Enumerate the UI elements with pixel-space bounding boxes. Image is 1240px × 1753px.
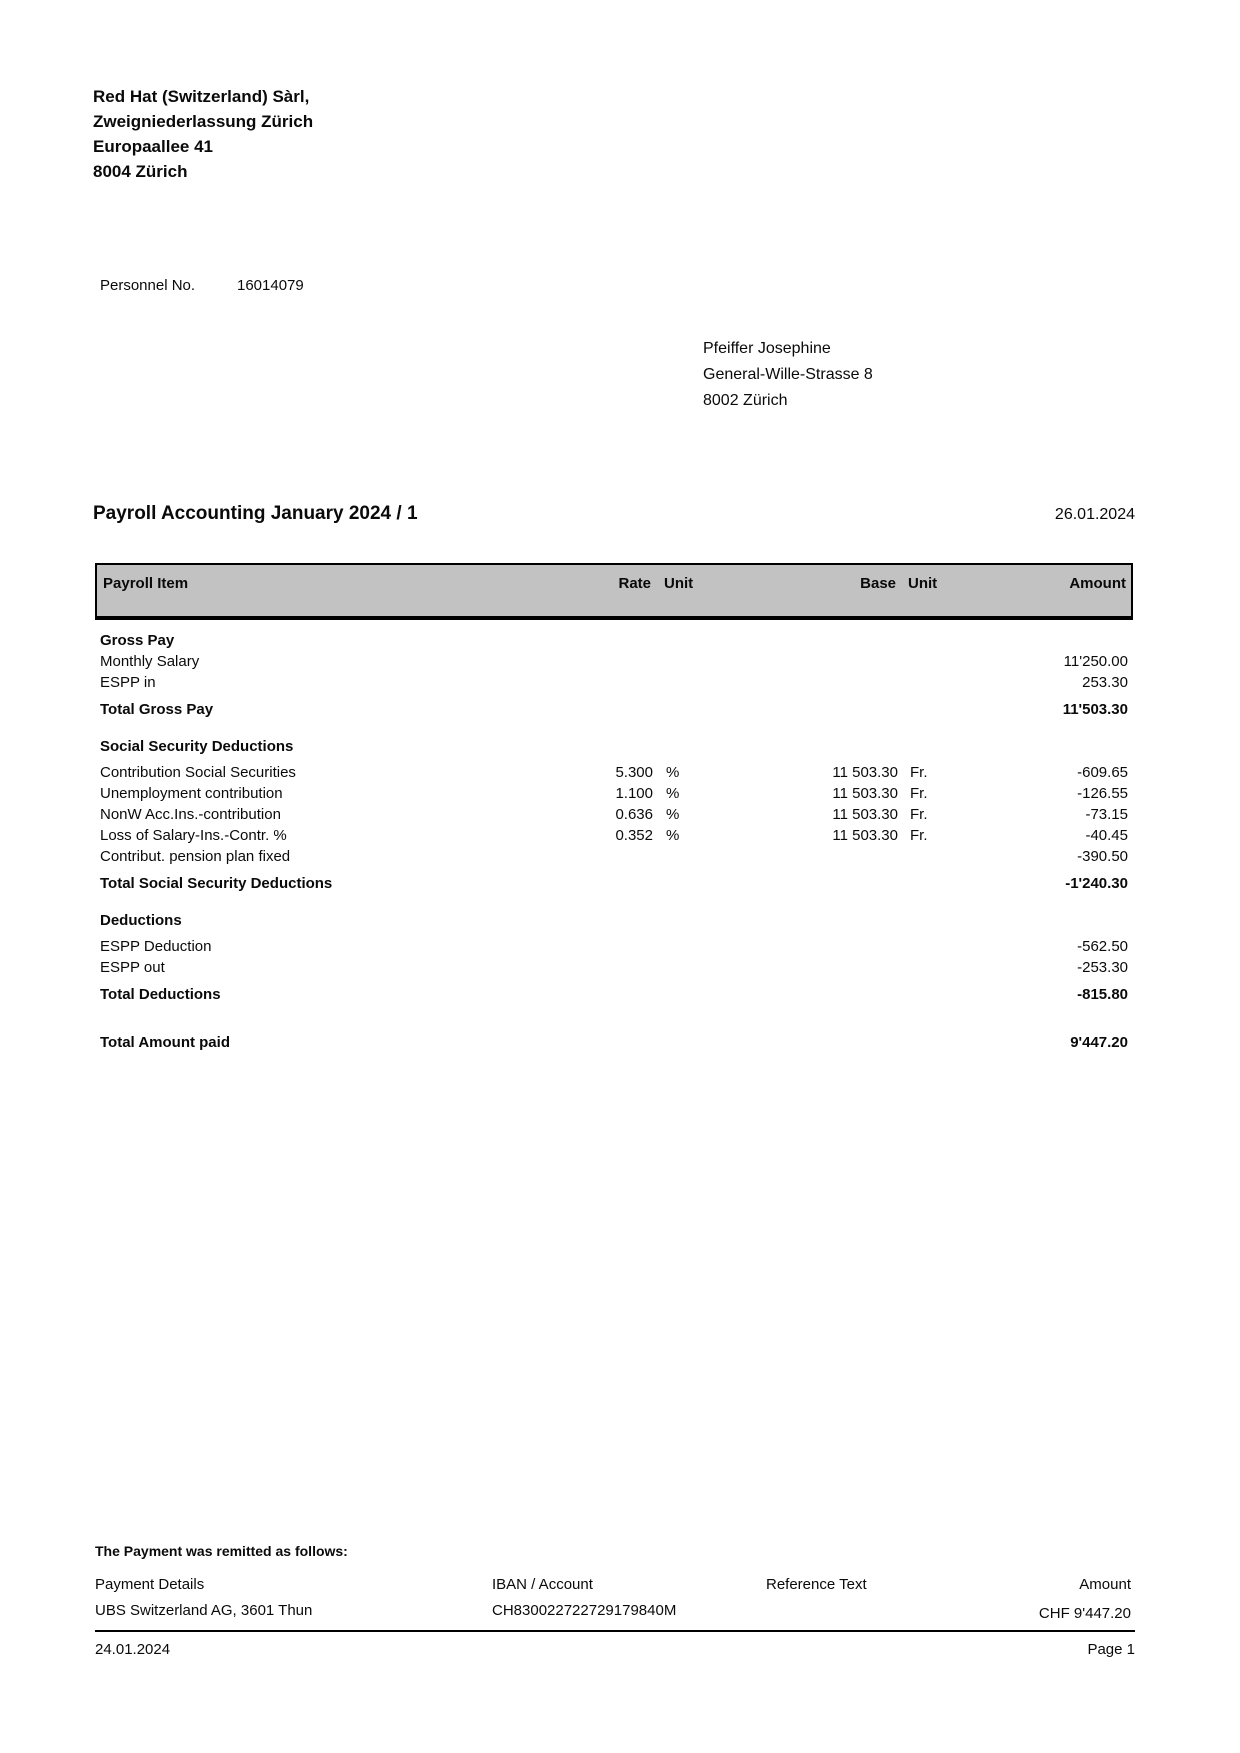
total-amount: -1'240.30 bbox=[1065, 875, 1128, 892]
item-label: Loss of Salary-Ins.-Contr. % bbox=[100, 827, 287, 844]
item-base-unit: Fr. bbox=[910, 785, 928, 802]
item-base-unit: Fr. bbox=[910, 827, 928, 844]
footer-date: 24.01.2024 bbox=[95, 1641, 171, 1658]
table-row bbox=[100, 651, 1128, 672]
col-header-payment-details: Payment Details bbox=[95, 1576, 205, 1593]
table-row bbox=[100, 957, 1128, 978]
total-label: Total Gross Pay bbox=[100, 701, 214, 718]
table-total-row bbox=[100, 984, 1128, 1005]
personnel-number-label: Personnel No. bbox=[100, 277, 196, 294]
item-rate: 1.100 bbox=[615, 785, 653, 802]
table-row bbox=[100, 825, 1128, 846]
employee-name: Pfeiffer Josephine bbox=[703, 340, 831, 357]
section-label: Gross Pay bbox=[100, 632, 175, 649]
item-amount: -73.15 bbox=[1085, 806, 1128, 823]
total-amount: 11'503.30 bbox=[1062, 701, 1128, 718]
payment-heading: The Payment was remitted as follows: bbox=[95, 1543, 348, 1559]
item-label: ESPP out bbox=[100, 959, 165, 976]
personnel-number-row bbox=[100, 277, 304, 294]
company-address-line: Europaallee 41 bbox=[93, 137, 214, 156]
title-row bbox=[93, 503, 1135, 525]
payment-row bbox=[95, 1602, 1135, 1622]
total-label: Total Social Security Deductions bbox=[100, 875, 333, 892]
item-base-unit: Fr. bbox=[910, 764, 928, 781]
company-address bbox=[93, 84, 313, 184]
payment-remittance-section bbox=[95, 1543, 1135, 1622]
table-total-row bbox=[100, 873, 1128, 894]
item-rate-unit: % bbox=[666, 764, 680, 781]
company-address-line: Red Hat (Switzerland) Sàrl, bbox=[93, 87, 310, 106]
item-amount: -562.50 bbox=[1077, 938, 1128, 955]
page-title: Payroll Accounting January 2024 / 1 bbox=[93, 503, 418, 524]
table-body bbox=[95, 630, 1133, 1053]
item-amount: -390.50 bbox=[1077, 848, 1128, 865]
spacer bbox=[100, 720, 1128, 736]
section-label: Deductions bbox=[100, 912, 182, 929]
payment-header-row bbox=[95, 1576, 1135, 1593]
table-section-row bbox=[100, 630, 1128, 651]
col-header-rate-unit: Unit bbox=[664, 575, 694, 592]
company-address-line: 8004 Zürich bbox=[93, 162, 188, 181]
item-rate-unit: % bbox=[666, 785, 680, 802]
table-row bbox=[100, 672, 1128, 693]
item-amount: -253.30 bbox=[1077, 959, 1128, 976]
payment-bank-details: UBS Switzerland AG, 3601 Thun bbox=[95, 1602, 313, 1619]
col-header-reference-text: Reference Text bbox=[766, 1576, 867, 1593]
total-label: Total Amount paid bbox=[100, 1034, 230, 1051]
item-label: ESPP in bbox=[100, 674, 156, 691]
total-label: Total Deductions bbox=[100, 986, 221, 1003]
employee-street: General-Wille-Strasse 8 bbox=[703, 366, 873, 383]
table-section-row bbox=[100, 910, 1128, 931]
table-row bbox=[100, 846, 1128, 867]
item-amount: 253.30 bbox=[1082, 674, 1128, 691]
item-rate-unit: % bbox=[666, 806, 680, 823]
col-header-payment-amount: Amount bbox=[1079, 1576, 1131, 1593]
company-address-line: Zweigniederlassung Zürich bbox=[93, 112, 314, 131]
item-amount: -126.55 bbox=[1077, 785, 1128, 802]
page-footer bbox=[95, 1630, 1135, 1658]
item-label: Unemployment contribution bbox=[100, 785, 283, 802]
item-label: Contribution Social Securities bbox=[100, 764, 296, 781]
payment-amount: CHF 9'447.20 bbox=[1038, 1605, 1131, 1622]
personnel-number-value: 16014079 bbox=[237, 277, 304, 294]
table-total-row bbox=[100, 1032, 1128, 1053]
item-base: 11 503.30 bbox=[832, 806, 898, 823]
item-label: Monthly Salary bbox=[100, 653, 200, 670]
item-base: 11 503.30 bbox=[832, 764, 898, 781]
payroll-table bbox=[95, 563, 1133, 1053]
document-date: 26.01.2024 bbox=[1054, 506, 1135, 523]
col-header-amount: Amount bbox=[1069, 575, 1126, 592]
item-rate: 5.300 bbox=[615, 764, 653, 781]
item-amount: -40.45 bbox=[1085, 827, 1128, 844]
section-label: Social Security Deductions bbox=[100, 738, 294, 755]
footer-page-number: Page 1 bbox=[1087, 1641, 1135, 1658]
col-header-base: Base bbox=[860, 575, 896, 592]
item-label: ESPP Deduction bbox=[100, 938, 212, 955]
item-rate: 0.636 bbox=[615, 806, 653, 823]
item-amount: -609.65 bbox=[1077, 764, 1128, 781]
item-base: 11 503.30 bbox=[832, 785, 898, 802]
footer-divider bbox=[95, 1630, 1135, 1632]
table-section-row bbox=[100, 736, 1128, 757]
total-amount: -815.80 bbox=[1077, 986, 1128, 1003]
item-rate-unit: % bbox=[666, 827, 680, 844]
item-label: NonW Acc.Ins.-contribution bbox=[100, 806, 281, 823]
table-header-row bbox=[95, 563, 1133, 620]
table-row bbox=[100, 762, 1128, 783]
col-header-iban-account: IBAN / Account bbox=[492, 1576, 593, 1593]
col-header-payroll-item: Payroll Item bbox=[103, 575, 189, 592]
item-base: 11 503.30 bbox=[832, 827, 898, 844]
spacer bbox=[100, 1005, 1128, 1026]
table-row bbox=[100, 936, 1128, 957]
item-amount: 11'250.00 bbox=[1063, 653, 1128, 670]
item-label: Contribut. pension plan fixed bbox=[100, 848, 291, 865]
payment-iban: CH830022722729179840M bbox=[492, 1602, 677, 1619]
employee-city: 8002 Zürich bbox=[703, 392, 788, 409]
item-base-unit: Fr. bbox=[910, 806, 928, 823]
total-amount: 9'447.20 bbox=[1070, 1034, 1128, 1051]
payment-reference bbox=[766, 1602, 955, 1622]
table-total-row bbox=[100, 699, 1128, 720]
col-header-rate: Rate bbox=[618, 575, 651, 592]
col-header-base-unit: Unit bbox=[908, 575, 938, 592]
table-row bbox=[100, 783, 1128, 804]
employee-address bbox=[703, 336, 873, 414]
item-rate: 0.352 bbox=[615, 827, 653, 844]
table-row bbox=[100, 804, 1128, 825]
spacer bbox=[100, 894, 1128, 910]
